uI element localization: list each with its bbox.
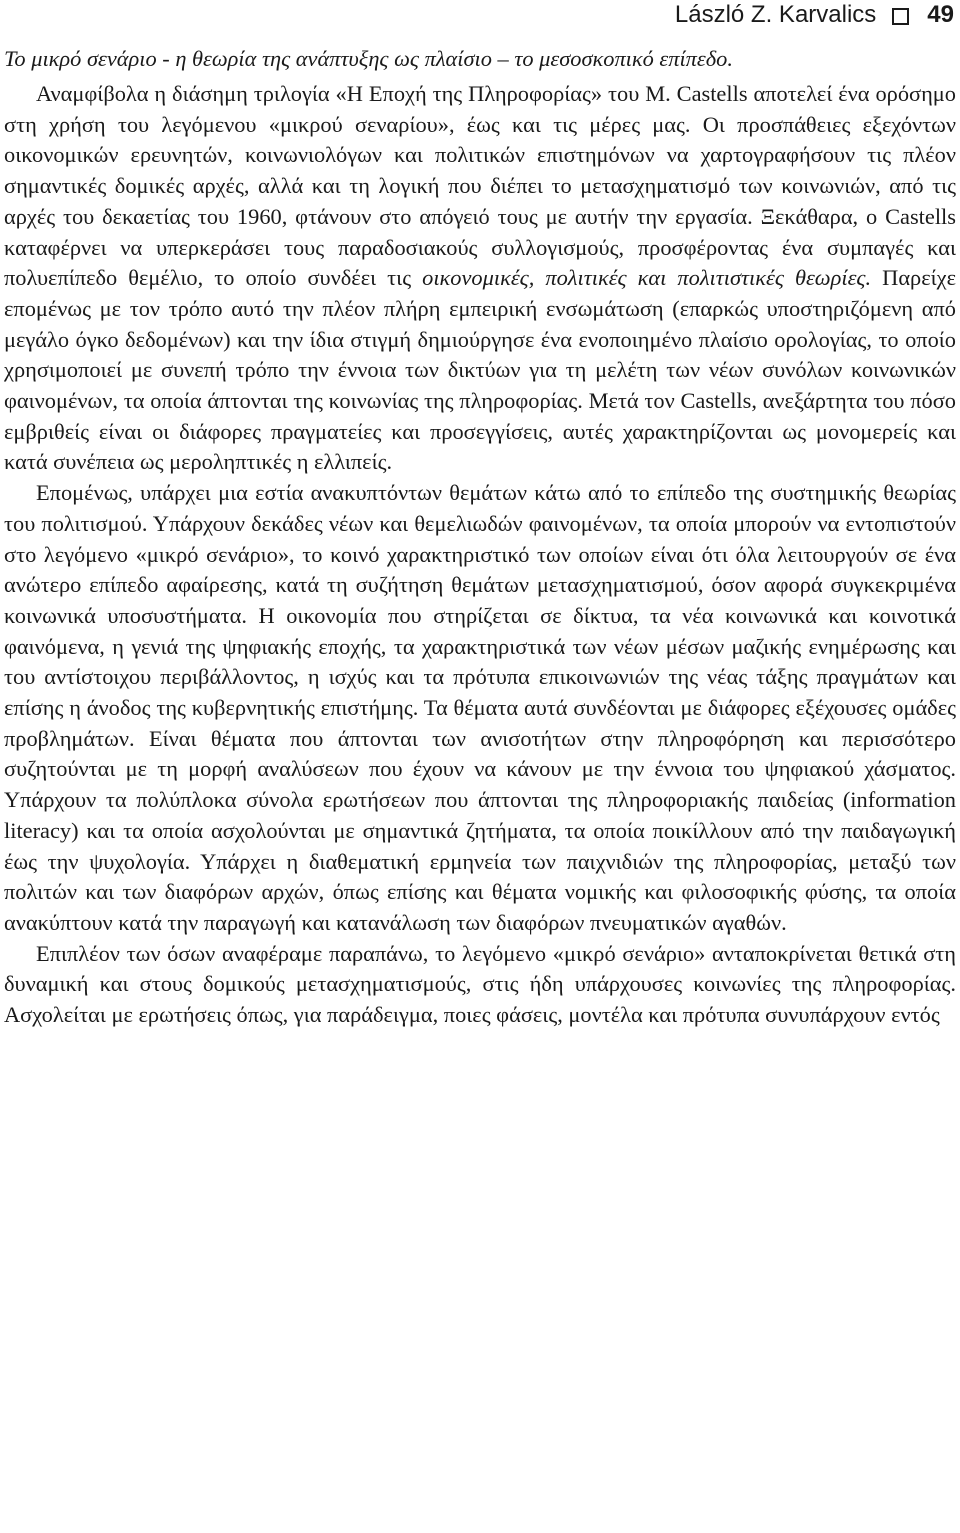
paragraph-1-emphasis: οικονομικές, πολιτικές και πολιτιστικές θεωρίες.	[422, 265, 872, 291]
header-author: László Z. Karvalics	[674, 1, 877, 28]
paragraph-1	[4, 79, 956, 478]
section-heading: Το μικρό σενάριο - η θεωρία της ανάπτυξης ως πλαίσιο – το μεσοσκοπικό επίπεδο.	[4, 46, 733, 71]
paragraph-1-text-a: Αναμφίβολα η διάσημη τριλογία «Η Εποχή της Πληροφορίας» του M. Castells αποτελεί ένα ορόσημο στη χρήση του λεγόμενου «μικρού σεναρίου», έως και τις μέρες μας. Οι προσπάθειες εξεχόντων οικονομικών ερευνητών, κοινωνιολόγων και πολιτικών επιστημόνων να χαρτογραφήσουν τις πλέον σημαντικές δομικές αρχές, αλλά και τη λογική που διέπει το μετασχηματισμό των κοινωνιών, από τις αρχές του δεκαετίας του 1960, φτάνουν στο απόγειό τους με αυτήν την εργασία. Ξεκάθαρα, ο Castells καταφέρνει να υπερκεράσει τους παραδοσιακούς συλλογισμούς, προσφέροντας ένα συμπαγές και πολυεπίπεδο θεμέλιο, το οποίο συνδέει τις	[4, 81, 956, 291]
paragraph-2: Επομένως, υπάρχει μια εστία ανακυπτόντων θεμάτων κάτω από το επίπεδο της συστημικής θεωρίας του πολιτισμού. Υπάρχουν δεκάδες νέων και θεμελιωδών φαινομένων, τα οποία μπορούν να εντοπιστούν στο λεγόμενο «μικρό σενάριο», το κοινό χαρακτηριστικό των οποίων είναι ότι όλα λειτουργούν σε ένα ανώτερο επίπεδο αφαίρεσης, κατά τη συζήτηση θεμάτων μετασχηματισμού, όσον αφορά συγκεκριμένα κοινωνικά υποσυστήματα. Η οικονομία που στηρίζεται σε δίκτυα, τα νέα κοινωνικά και κοινοτικά φαινόμενα, η γενιά της ψηφιακής εποχής, τα χαρακτηριστικά των νέων μέσων μαζικής ενημέρωσης και του αντίστοιχου περιβάλλοντος, η ισχύς και τα πρότυπα επικοινωνιών της νέας τάξης πραγμάτων και επίσης η άνοδος της κυβερνητικής επιστήμης. Τα θέματα αυτά συνδέονται με διάφορες εξέχουσες ομάδες προβλημάτων. Είναι θέματα που άπτονται των ανισοτήτων στην πληροφόρηση και περισσότερο συζητούνται με τη μορφή αναλύσεων που έχουν να κάνουν με την έννοια του ψηφιακού χάσματος. Υπάρχουν τα πολύπλοκα σύνολα ερωτήσεων που άπτονται της πληροφοριακής παιδείας (information literacy) και τα οποία ασχολούνται με σημαντικά ζητήματα, τα οποία ποικίλλουν από την παιδαγωγική έως την ψυχολογία. Υπάρχει η διαθεματική ερμηνεία των παιχνιδιών της πληροφορίας, μεταξύ των πολιτών και των διαφόρων αρχών, όπως επίσης και θέματα νομικής και φιλοσοφικής φύσης, τα οποία ανακύπτουν κατά την παραγωγή και κατανάλωση των διαφόρων πνευματικών αγαθών.	[4, 480, 956, 935]
body-text	[4, 44, 956, 1031]
square-box-icon	[892, 8, 909, 25]
paragraph-3: Επιπλέον των όσων αναφέραμε παραπάνω, το λεγόμενο «μικρό σενάριο» ανταποκρίνεται θετικά στη δυναμική και στους δομικούς μετασχηματισμούς, στις ήδη υπάρχουσες κοινωνίες της πληροφορίας. Ασχολείται με ερωτήσεις όπως, για παράδειγμα, ποιες φάσεις, μοντέλα και πρότυπα συνυπάρχουν εντός	[4, 940, 956, 1028]
paragraph-1-text-b: Παρείχε επομένως με τον τρόπο αυτό την πλέον πλήρη εμπειρική ενσωμάτωση (επαρκώς υποστηριζόμενη από μεγάλο όγκο δεδομένων) και την ίδια στιγμή δημιούργησε ένα ενοποιημένο πλαίσιο ορολογίας, το οποίο χρησιμοποιεί με συνεπή τρόπο την έννοια των δικτύων για τη μελέτη των νέων συνόλων κοινωνικών φαινομένων, τα οποία άπτονται της κοινωνίας της πληροφορίας. Μετά τον Castells, ανεξάρτητα του πόσο εμβριθείς είναι οι διάφορες πραγματείες και προσεγγίσεις, αυτές χαρακτηρίζονται ως μονομερείς και κατά συνέπεια ως μεροληπτικές η ελλιπείς.	[4, 265, 956, 475]
page-number: 49	[927, 1, 954, 28]
running-header	[675, 0, 954, 30]
